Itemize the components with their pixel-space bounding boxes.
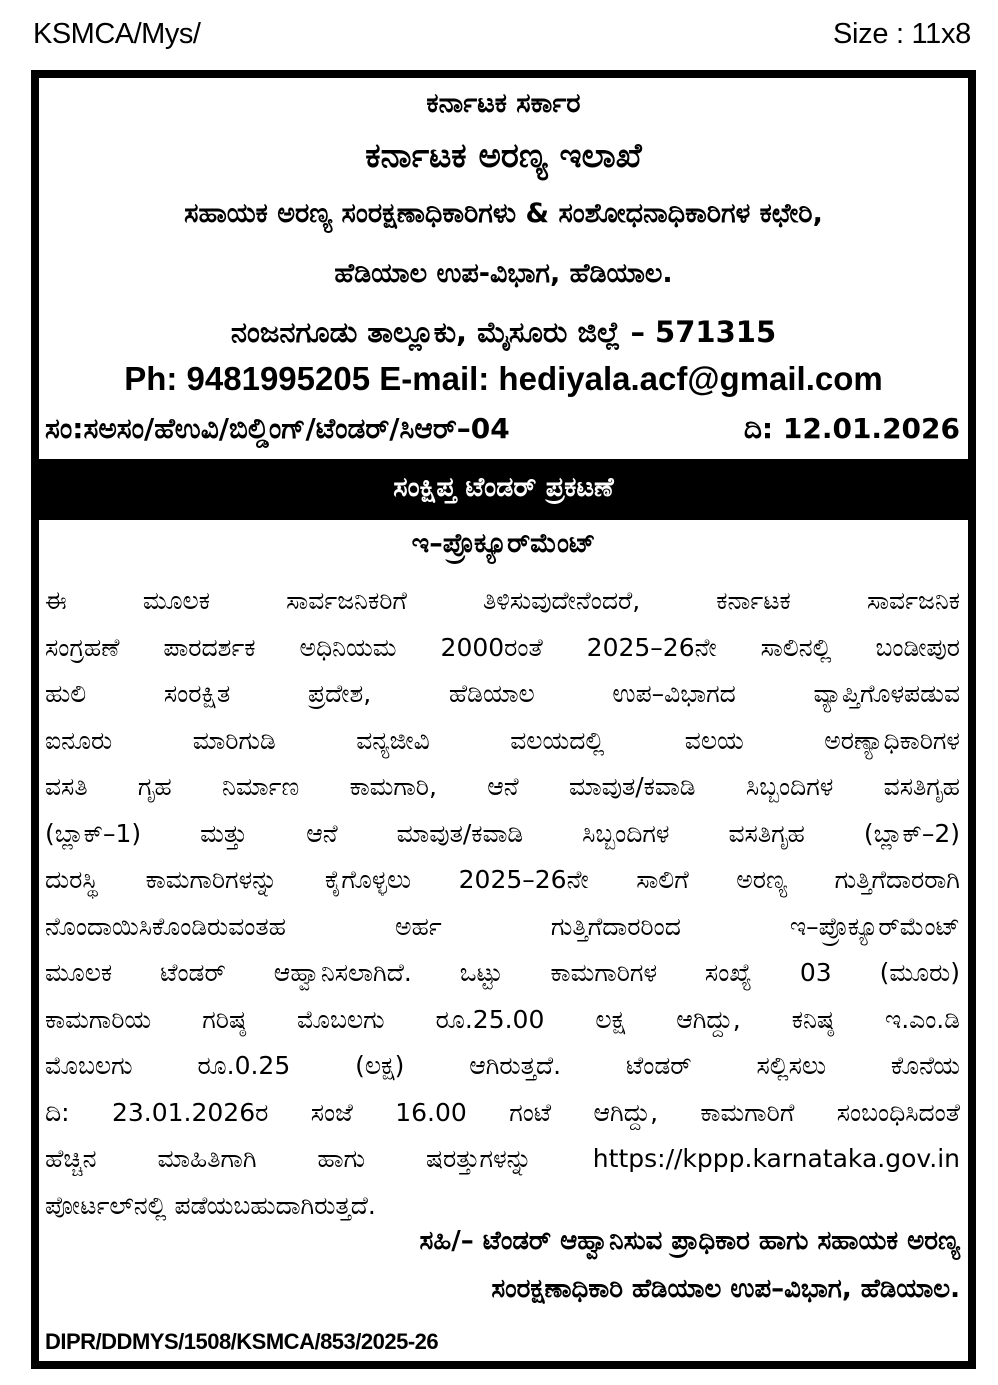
signature-line-1: ಸಹಿ/– ಟೆಂಡರ್ ಆಹ್ವಾನಿಸುವ ಪ್ರಾಧಿಕಾರ ಹಾಗು ಸಹಾಯಕ ಅರಣ್ಯ: [419, 1226, 960, 1256]
notice-date: ದಿ: 12.01.2026: [743, 412, 960, 445]
body-line: ವಸತಿ ಗೃಹ ನಿರ್ಮಾಣ ಕಾಮಗಾರಿ, ಆನೆ ಮಾವುತ/ಕವಾಡಿ ಸಿಬ್ಬಂದಿಗಳ ವಸತಿಗೃಹ: [45, 772, 960, 801]
notice-body: [45, 578, 960, 1229]
dipr-release-code: DIPR/DDMYS/1508/KSMCA/853/2025-26: [45, 1329, 439, 1354]
notice-title-band: ಸಂಕ್ಷಿಪ್ತ ಟೆಂಡರ್ ಪ್ರಕಟಣೆ: [39, 459, 968, 520]
signature-line-2: ಸಂರಕ್ಷಣಾಧಿಕಾರಿ ಹೆಡಿಯಾಲ ಉಪ–ವಿಭಾಗ, ಹೆಡಿಯಾಲ.: [491, 1274, 960, 1304]
reference-line: [45, 412, 960, 446]
body-line: (ಬ್ಲಾಕ್–1) ಮತ್ತು ಆನೆ ಮಾವುತ/ಕವಾಡಿ ಸಿಬ್ಬಂದಿಗಳ ವಸತಿಗೃಹ (ಬ್ಲಾಕ್–2): [45, 818, 960, 848]
body-line: ಈ ಮೂಲಕ ಸಾರ್ವಜನಿಕರಿಗೆ ತಿಳಿಸುವುದೇನೆಂದರೆ, ಕರ್ನಾಟಕ ಸಾರ್ವಜನಿಕ: [45, 586, 960, 615]
publication-code: KSMCA/Mys/: [33, 18, 201, 50]
body-line: ದುರಸ್ಥಿ ಕಾಮಗಾರಿಗಳನ್ನು ಕೈಗೊಳ್ಳಲು 2025–26ನೇ ಸಾಲಿಗೆ ಅರಣ್ಯ ಗುತ್ತಿಗೆದಾರರಾಗಿ: [45, 865, 960, 894]
body-line: ಮೊಬಲಗು ರೂ.0.25 (ಲಕ್ಷ) ಆಗಿರುತ್ತದೆ. ಟೆಂಡರ್ ಸಲ್ಲಿಸಲು ಕೊನೆಯ: [45, 1051, 960, 1080]
body-line: ಪೋರ್ಟಲ್‌ನಲ್ಲಿ ಪಡೆಯಬಹುದಾಗಿರುತ್ತದೆ.: [45, 1190, 376, 1220]
body-line: ಹುಲಿ ಸಂರಕ್ಷಿತ ಪ್ರದೇಶ, ಹೆಡಿಯಾಲ ಉಪ–ವಿಭಾಗದ ವ್ಯಾಪ್ತಿಗೊಳಪಡುವ: [45, 679, 960, 708]
department-heading: ಕರ್ನಾಟಕ ಅರಣ್ಯ ಇಲಾಖೆ: [365, 136, 642, 176]
ad-size-label: Size : 11x8: [832, 18, 971, 50]
contact-details: Ph: 9481995205 E-mail: hediyala.acf@gmail.com: [124, 360, 883, 397]
body-line: ನೊಂದಾಯಿಸಿಕೊಂಡಿರುವಂತಹ ಅರ್ಹ ಗುತ್ತಿಗೆದಾರರಿಂದ ಇ–ಪ್ರೊಕ್ಯೂರ್‌ಮೆಂಟ್: [45, 911, 960, 941]
body-line: ಸಂಗ್ರಹಣೆ ಪಾರದರ್ಶಕ ಅಧಿನಿಯಮ 2000ರಂತೆ 2025–26ನೇ ಸಾಲಿನಲ್ಲಿ ಬಂಡೀಪುರ: [45, 632, 960, 662]
body-line-with-portal-link: ಹೆಚ್ಚಿನ ಮಾಹಿತಿಗಾಗಿ ಹಾಗು ಷರತ್ತುಗಳನ್ನು https://kppp.karnataka.gov.in: [45, 1144, 960, 1173]
body-line: ದಿ: 23.01.2026ರ ಸಂಜೆ 16.00 ಗಂಟೆ ಆಗಿದ್ದು, ಕಾಮಗಾರಿಗೆ ಸಂಬಂಧಿಸಿದಂತೆ: [45, 1097, 960, 1127]
sub-division-name: ಹೆಡಿಯಾಲ ಉಪ-ವಿಭಾಗ, ಹೆಡಿಯಾಲ.: [334, 258, 673, 289]
body-line: ಮೂಲಕ ಟೆಂಡರ್ ಆಹ್ವಾನಿಸಲಾಗಿದೆ. ಒಟ್ಟು ಕಾಮಗಾರಿಗಳ ಸಂಖ್ಯೆ 03 (ಮೂರು): [45, 958, 960, 987]
notice-subtitle: ಇ–ಪ್ರೊಕ್ಯೂರ್‌ಮೆಂಟ್: [411, 528, 596, 559]
reference-number: ಸಂ:ಸಅಸಂ/ಹೆಉವಿ/ಬಿಲ್ಡಿಂಗ್/ಟೆಂಡರ್/ಸಿಆರ್–04: [45, 412, 510, 445]
body-line: ಕಾಮಗಾರಿಯ ಗರಿಷ್ಠ ಮೊಬಲಗು ರೂ.25.00 ಲಕ್ಷ ಆಗಿದ್ದು, ಕನಿಷ್ಠ ಇ.ಎಂ.ಡಿ: [45, 1004, 960, 1034]
body-line: ಐನೂರು ಮಾರಿಗುಡಿ ವನ್ಯಜೀವಿ ವಲಯದಲ್ಲಿ ವಲಯ ಅರಣ್ಯಾಧಿಕಾರಿಗಳ: [45, 725, 960, 755]
office-name: ಸಹಾಯಕ ಅರಣ್ಯ ಸಂರಕ್ಷಣಾಧಿಕಾರಿಗಳು & ಸಂಶೋಧನಾಧಿಕಾರಿಗಳ ಕಛೇರಿ,: [184, 198, 823, 229]
office-address: ನಂಜನಗೂಡು ತಾಲ್ಲೂಕು, ಮೈಸೂರು ಜಿಲ್ಲೆ – 571315: [230, 315, 777, 349]
notice-frame: [31, 70, 976, 1369]
government-heading: ಕರ್ನಾಟಕ ಸರ್ಕಾರ: [426, 88, 581, 119]
